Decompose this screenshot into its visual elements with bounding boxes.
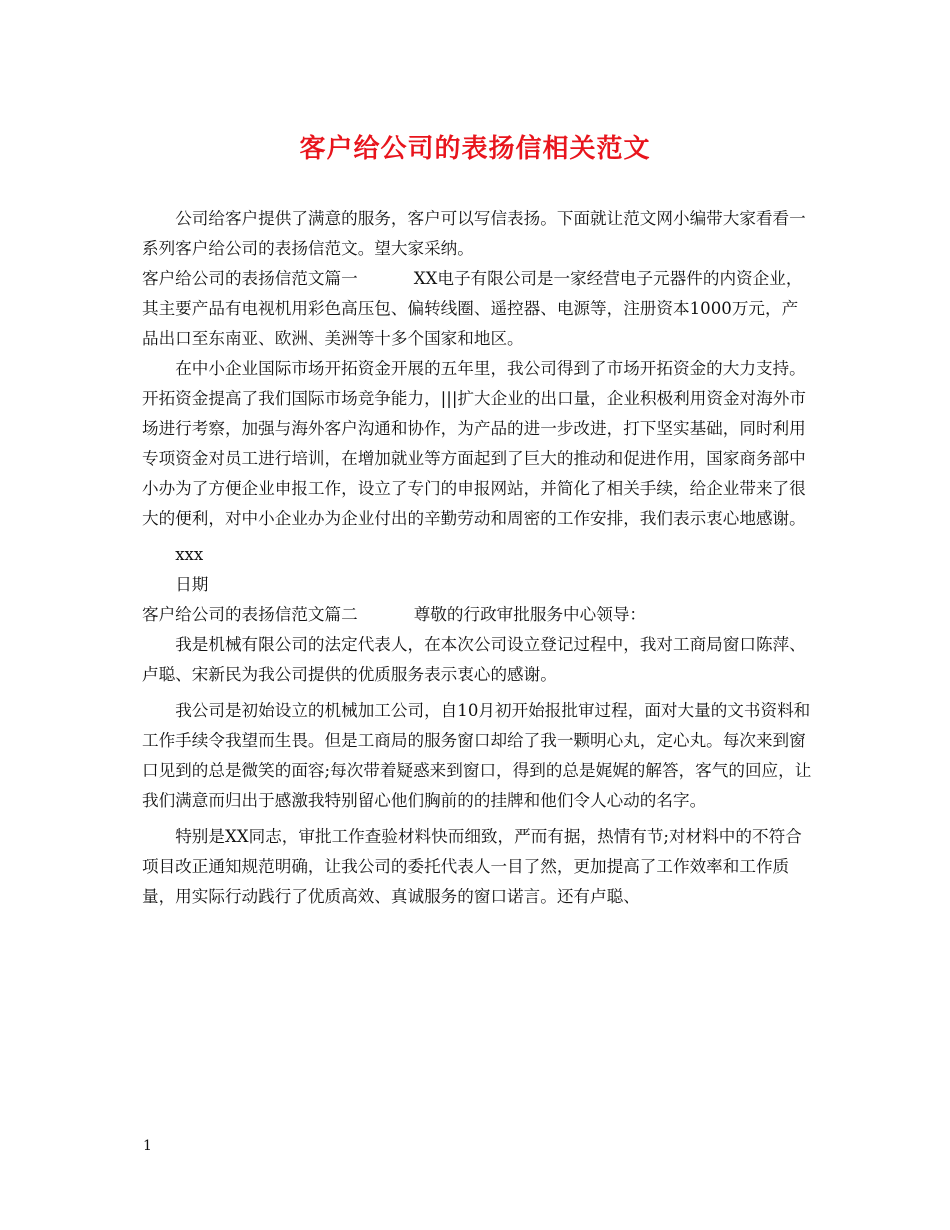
section2-paragraph-2: 我公司是初始设立的机械加工公司，自10月初开始报批审过程，面对大量的文书资料和工作手续令我望而生畏。但是工商局的服务窗口却给了我一颗明心丸，定心丸。每次来到窗口见到的总是微笑的面容;每次带着疑惑来到窗口，得到的总是娓娓的解答，客气的回应，让我们满意而归出于感激我特别留心他们胸前的的挂牌和他们令人心动的名字。	[142, 701, 812, 810]
signature: xxx	[175, 545, 204, 564]
page-number: 1	[143, 1138, 152, 1154]
section2-paragraph-1: 我是机械有限公司的法定代表人，在本次公司设立登记过程中，我对工商局窗口陈萍、卢聪、宋新民为我公司提供的优质服务表示衷心的感谢。	[142, 635, 806, 684]
section1-lead: XX电子有限公司是一家经营电子元器件的内资企业，其主要产品有电视机用彩色高压包、偏转线圈、遥控器、电源等，注册资本1000万元，产品出口至东南亚、欧洲、美洲等十多个国家和地区。	[142, 269, 803, 348]
date-line: 日期	[175, 575, 209, 594]
section2-salutation: 尊敬的行政审批服务中心领导：	[413, 605, 647, 624]
page-title: 客户给公司的表扬信相关范文	[299, 134, 651, 164]
section2-heading: 客户给公司的表扬信范文篇二	[142, 605, 358, 624]
section1-body-paragraph: 在中小企业国际市场开拓资金开展的五年里，我公司得到了市场开拓资金的大力支持。开拓资金提高了我们国际市场竞争能力，|||扩大企业的出口量，企业积极利用资金对海外市场进行考察，加强与海外客户沟通和协作，为产品的进一步改进，打下坚实基础，同时利用专项资金对员工进行培训，在增加就业等方面起到了巨大的推动和促进作用，国家商务部中小办为了方便企业申报工作，设立了专门的申报网站，并简化了相关手续，给企业带来了很大的便利，对中小企业办为企业付出的辛勤劳动和周密的工作安排，我们表示衷心地感谢。	[142, 359, 806, 528]
document-body	[142, 204, 812, 912]
section1-paragraph	[142, 264, 812, 354]
section1-heading: 客户给公司的表扬信范文篇一	[142, 269, 358, 288]
section2-paragraph-3: 特别是XX同志，审批工作查验材料快而细致，严而有据，热情有节;对材料中的不符合项目改正通知规范明确，让我公司的委托代表人一目了然，更加提高了工作效率和工作质量，用实际行动践行了优质高效、真诚服务的窗口诺言。还有卢聪、	[142, 827, 802, 906]
section2-paragraph	[142, 600, 812, 630]
intro-paragraph: 公司给客户提供了满意的服务，客户可以写信表扬。下面就让范文网小编带大家看看一系列客户给公司的表扬信范文。望大家采纳。	[142, 209, 806, 258]
